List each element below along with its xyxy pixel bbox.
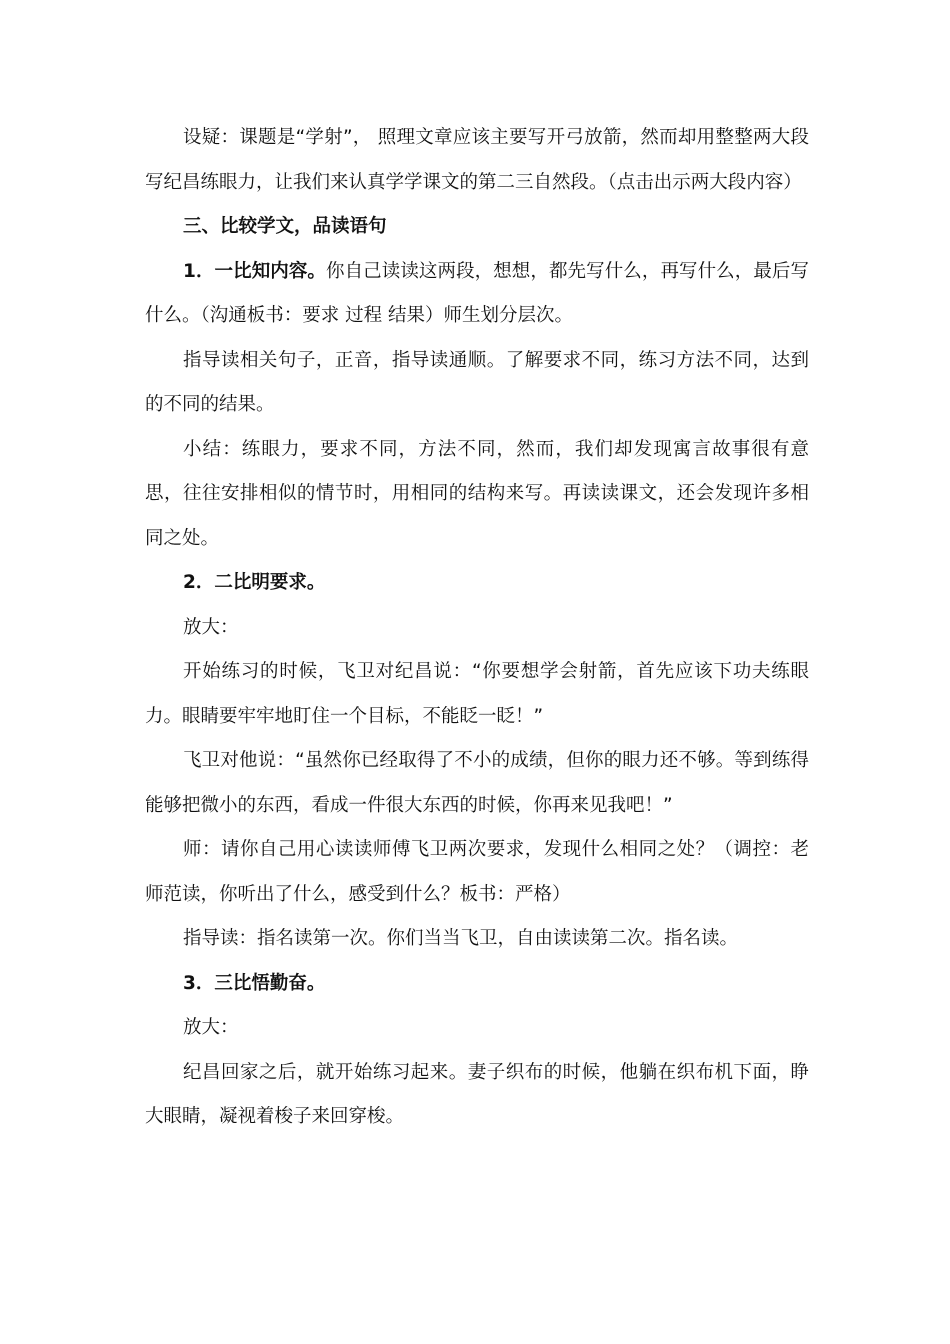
- paragraph-lead: 3．三比悟勤奋。: [183, 972, 326, 994]
- paragraph-lead: 2．二比明要求。: [183, 572, 326, 593]
- section-heading-3: [145, 205, 809, 250]
- paragraph-text: 师：请你自己用心读读师傅飞卫两次要求，发现什么相同之处？（调控：老师范读，你听出了什么，感受到什么？板书：严格）: [145, 839, 809, 905]
- paragraph-lead: 三、比较学文，品读语句: [183, 216, 387, 237]
- paragraph-4: [145, 339, 809, 428]
- paragraph-text: 飞卫对他说：“虽然你已经取得了不小的成绩，但你的眼力还不够。等到练得能够把微小的东西，看成一件很大东西的时候，你再来见我吧！”: [145, 750, 809, 816]
- paragraph-14: [145, 1051, 809, 1140]
- paragraph-1: [145, 116, 809, 205]
- paragraph-13: [145, 1006, 809, 1051]
- paragraph-text: 你自己读读这两段，想想，都先写什么，再写什么，最后写什么。（沟通板书：要求 过程 结果）师生划分层次。: [145, 260, 809, 326]
- paragraph-text: 开始练习的时候，飞卫对纪昌说：“你要想学会射箭，首先应该下功夫练眼力。眼睛要牢牢地盯住一个目标，不能眨一眨！”: [145, 661, 809, 727]
- paragraph-7: [145, 606, 809, 651]
- subheading-2: [145, 561, 809, 606]
- paragraph-10: [145, 828, 809, 917]
- document-body: [145, 116, 809, 1140]
- paragraph-text: 设疑：课题是“学射”， 照理文章应该主要写开弓放箭，然而却用整整两大段写纪昌练眼力，让我们来认真学学课文的第二三自然段。（点击出示两大段内容）: [145, 127, 809, 193]
- paragraph-8: [145, 650, 809, 739]
- paragraph-text: 放大：: [183, 616, 239, 638]
- paragraph-11: [145, 917, 809, 962]
- paragraph-text: 小结：练眼力，要求不同，方法不同，然而，我们却发现寓言故事很有意思，往往安排相似的情节时，用相同的结构来写。再读读课文，还会发现许多相同之处。: [145, 438, 809, 549]
- paragraph-text: 指导读：指名读第一次。你们当当飞卫，自由读读第二次。指名读。: [183, 928, 739, 949]
- paragraph-text: 放大：: [183, 1017, 239, 1038]
- subheading-3: [145, 962, 809, 1007]
- paragraph-text: 纪昌回家之后，就开始练习起来。妻子织布的时候，他躺在织布机下面，睁大眼睛，凝视着梭子来回穿梭。: [145, 1061, 809, 1127]
- paragraph-9: [145, 739, 809, 828]
- paragraph-5: [145, 428, 809, 562]
- paragraph-3: [145, 250, 809, 339]
- paragraph-lead: 1．一比知内容。: [183, 260, 327, 282]
- paragraph-text: 指导读相关句子，正音，指导读通顺。了解要求不同，练习方法不同，达到的不同的结果。: [145, 349, 809, 415]
